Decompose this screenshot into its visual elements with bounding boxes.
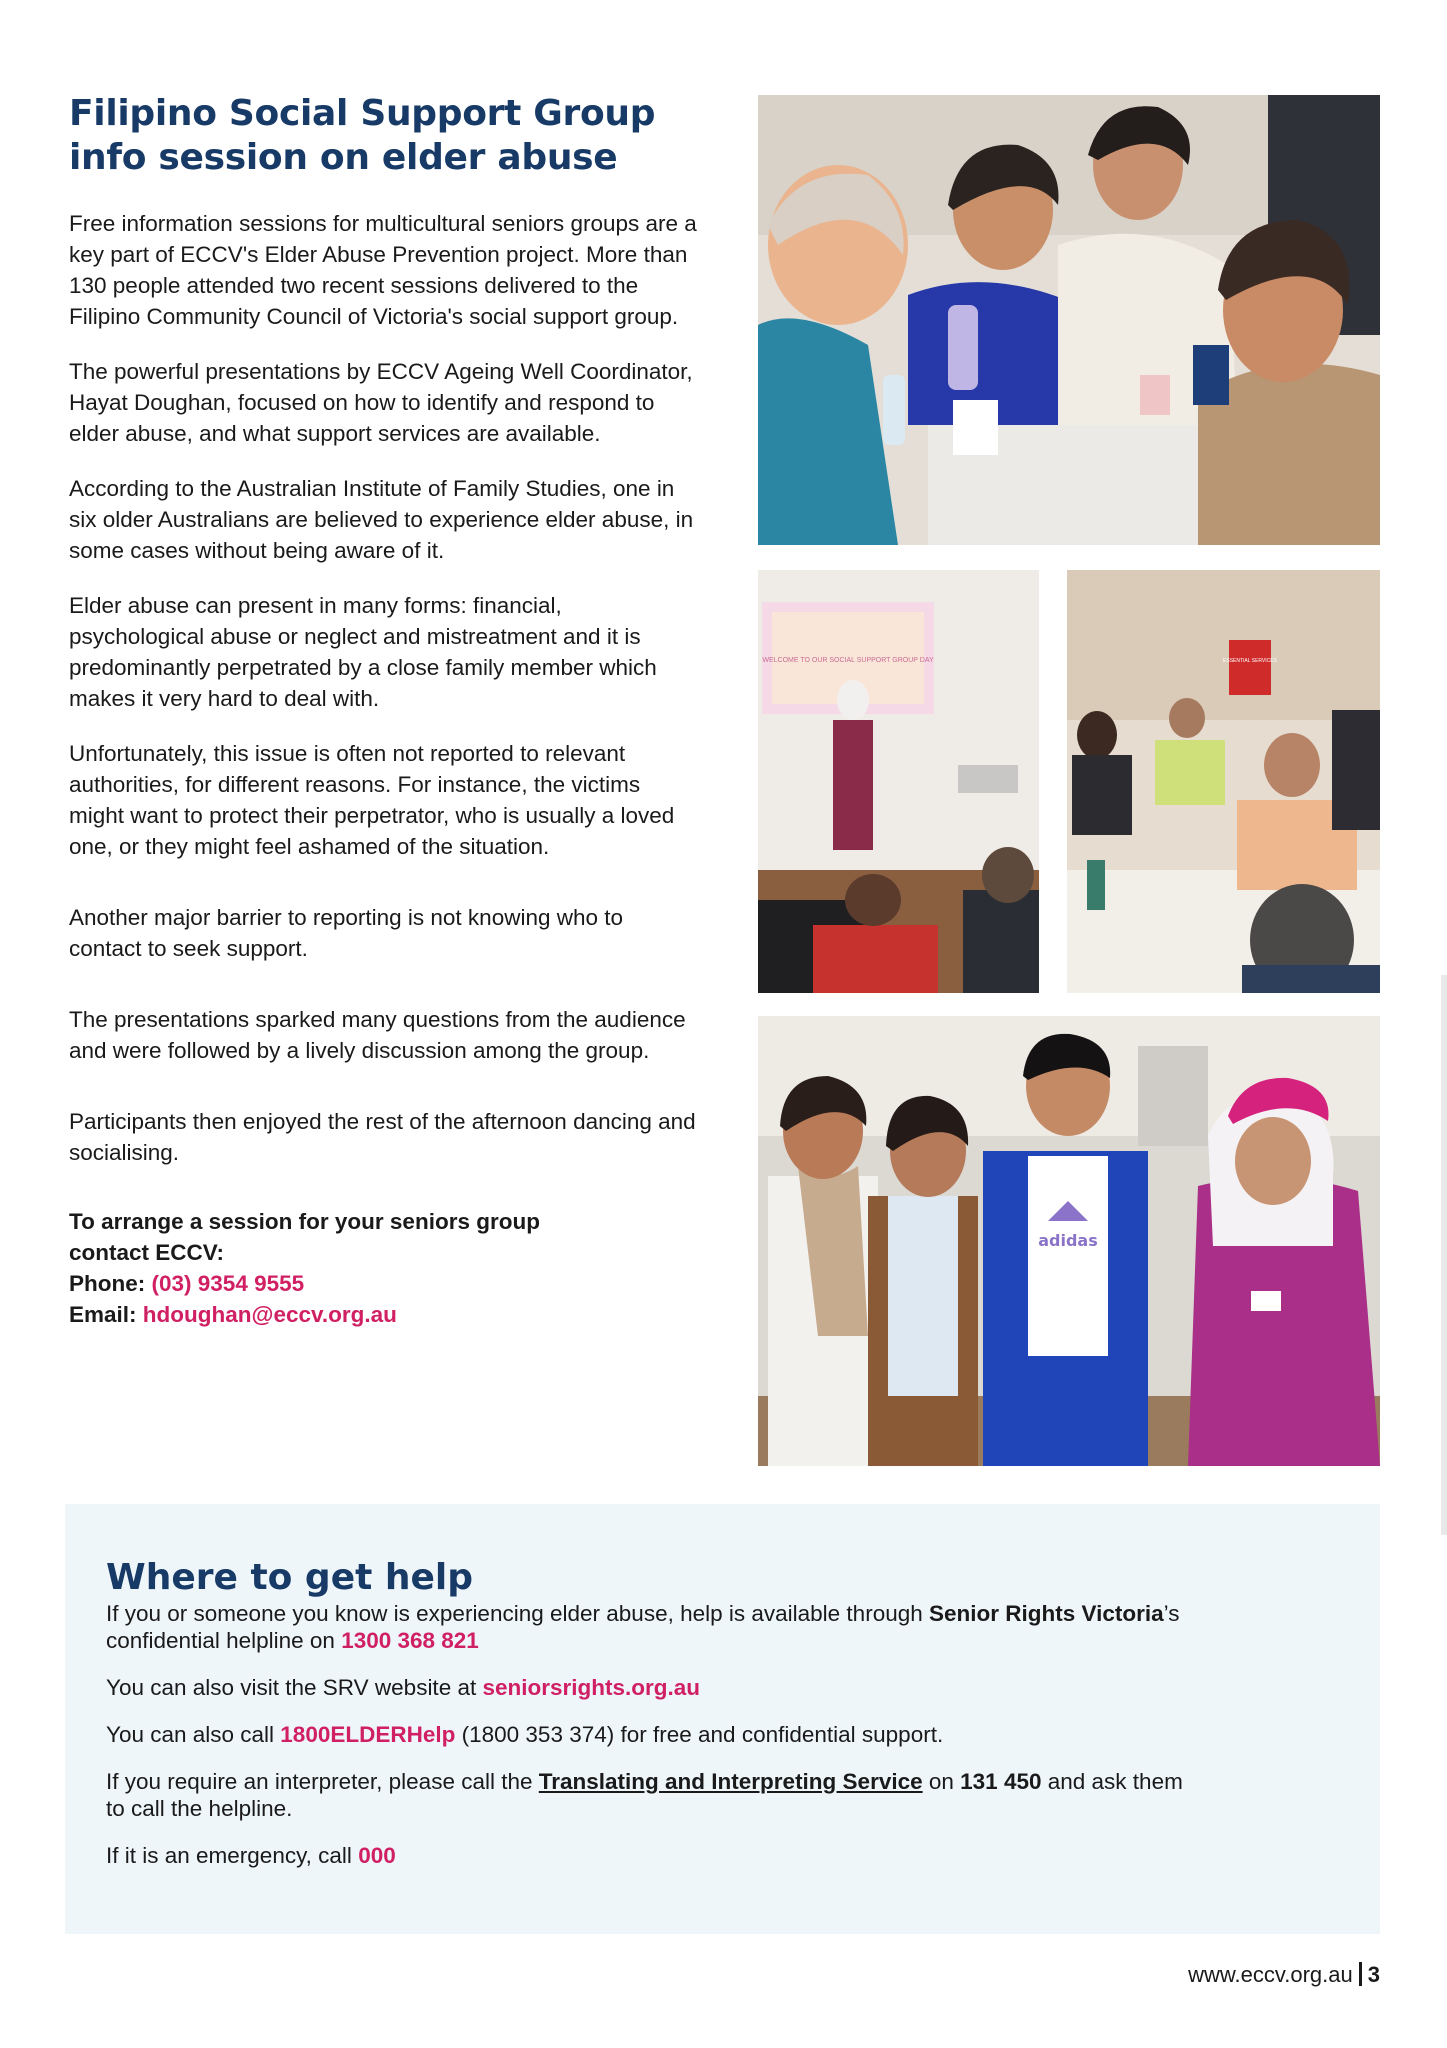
article-paragraph-5: Unfortunately, this issue is often not reported to relevant authorities, for different reasons. For instance, the victims might want to protect their perpetrator, who is usually a loved one, or they might feel ashamed of the situation. [69, 741, 675, 859]
contact-block [69, 1206, 699, 1330]
help-line-2-text: You can also visit the SRV website at [106, 1675, 483, 1700]
article-title-line1: Filipino Social Support Group [69, 93, 656, 134]
emergency-number-link[interactable]: 000 [358, 1843, 396, 1868]
help-line-3 [106, 1721, 1340, 1748]
help-line-4-text: If you require an interpreter, please call the [106, 1769, 539, 1794]
help-line-1-text: If you or someone you know is experiencing elder abuse, help is available through [106, 1601, 929, 1626]
contact-phone [69, 1268, 699, 1299]
srv-helpline-link[interactable]: 1300 368 821 [341, 1628, 479, 1653]
photo-presenter [758, 570, 1039, 993]
email-link[interactable]: hdoughan@eccv.org.au [142, 1302, 397, 1327]
help-line-4-on: on [922, 1769, 961, 1794]
help-line-4-suffix: and ask them [1041, 1769, 1183, 1794]
tis-link[interactable]: Translating and Interpreting Service [538, 1769, 923, 1794]
photo-women-at-table [758, 95, 1380, 545]
help-line-5-text: If it is an emergency, call [106, 1843, 359, 1868]
help-line-4-text-2: to call the helpline. [106, 1796, 293, 1821]
help-line-3-suffix: (1800 353 374) for free and confidential support. [455, 1722, 944, 1747]
help-title: Where to get help [106, 1557, 474, 1598]
srv-website-link[interactable]: seniorsrights.org.au [482, 1675, 701, 1700]
help-line-1-text-2: confidential helpline on [106, 1628, 342, 1653]
article [69, 92, 699, 1330]
help-line-5 [106, 1842, 1340, 1869]
article-paragraph-6: Another major barrier to reporting is not knowing who to contact to seek support. [69, 905, 624, 961]
article-paragraph-4: Elder abuse can present in many forms: financial, psychological abuse or neglect and mistreatment and it is predominantly perpetrated by a close family member which makes it very hard to deal with. [69, 593, 657, 711]
page-footer [1188, 1960, 1380, 1990]
contact-email [69, 1299, 699, 1330]
article-paragraph-2: The powerful presentations by ECCV Ageing Well Coordinator, Hayat Doughan, focused on how to identify and respond to elder abuse, and what support services are available. [69, 359, 693, 446]
phone-label: Phone: [69, 1271, 146, 1296]
photo-audience [1067, 570, 1380, 993]
article-paragraph-8: Participants then enjoyed the rest of the afternoon dancing and socialising. [69, 1109, 696, 1165]
help-line-1 [106, 1600, 1340, 1654]
article-paragraph-1: Free information sessions for multicultural seniors groups are a key part of ECCV's Elder Abuse Prevention project. More than 130 people attended two recent sessions delivered to the Filipino Community Council of Victoria's social support group. [69, 211, 697, 329]
help-box [65, 1504, 1380, 1934]
page-edge-mark [1441, 975, 1447, 1535]
photo2-sign-text: WELCOME TO OUR SOCIAL SUPPORT GROUP DAY [762, 657, 934, 664]
article-paragraph-7: The presentations sparked many questions from the audience and were followed by a lively discussion among the group. [69, 1007, 686, 1063]
tis-number: 131 450 [960, 1769, 1042, 1794]
article-title [69, 92, 699, 180]
email-label: Email: [69, 1302, 137, 1327]
photo-group-standing [758, 1016, 1380, 1466]
senior-rights-victoria: Senior Rights Victoria [929, 1601, 1164, 1626]
help-line-4 [106, 1768, 1340, 1822]
footer-url[interactable]: www.eccv.org.au [1188, 1962, 1353, 1987]
photo3-sign-text: ESSENTIAL SERVICES [1223, 658, 1277, 664]
help-line-3-text: You can also call [106, 1722, 281, 1747]
footer-divider [1359, 1962, 1362, 1986]
help-line-2 [106, 1674, 1340, 1701]
article-title-line2: info session on elder abuse [69, 137, 618, 178]
help-line-1-suffix: ’s [1163, 1601, 1180, 1626]
photo4-shirt-text: adidas [1038, 1231, 1098, 1250]
phone-link[interactable]: (03) 9354 9555 [151, 1271, 305, 1296]
page-number: 3 [1367, 1962, 1380, 1987]
elder-help-link[interactable]: 1800ELDERHelp [280, 1722, 456, 1747]
contact-line-2: contact ECCV: [69, 1240, 225, 1265]
article-paragraph-3: According to the Australian Institute of Family Studies, one in six older Australians are believed to experience elder abuse, in some cases without being aware of it. [69, 476, 694, 563]
contact-line-1: To arrange a session for your seniors group [69, 1209, 540, 1234]
